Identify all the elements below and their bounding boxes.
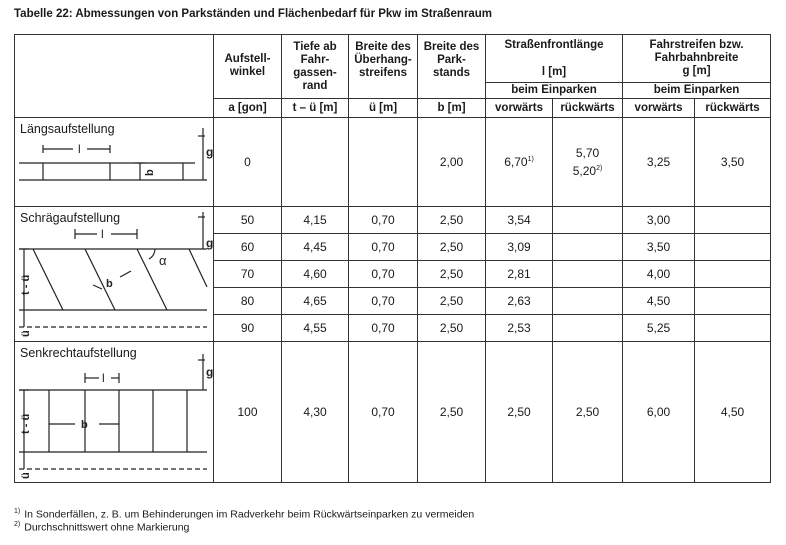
cell-b: 2,50 [418, 261, 486, 288]
cell-b: 2,50 [418, 288, 486, 315]
cell-l-vor: 2,63 [486, 288, 553, 315]
cell-l-rueck [553, 315, 623, 342]
footnote-2-mark: 2) [14, 521, 21, 528]
cell-l-rueck [553, 118, 623, 207]
table-row [15, 342, 771, 483]
diagram-schraeg [15, 207, 214, 342]
cell-b: 2,00 [418, 118, 486, 207]
schraeg-diagram [15, 207, 214, 347]
unit-a: a [gon] [214, 99, 282, 118]
cell-a: 90 [214, 315, 282, 342]
dim-ue-label: ü [20, 330, 32, 337]
cell-l-vor: 2,53 [486, 315, 553, 342]
unit-ue: ü [m] [349, 99, 418, 118]
footnote-2 [14, 521, 189, 534]
footnote-ref: 1) [527, 156, 534, 163]
cell-ue: 0,70 [349, 288, 418, 315]
table-title: Tabelle 22: Abmessungen von Parkständen und Flächenbedarf für Pkw im Straßenraum [14, 8, 493, 20]
dim-b-label: b [81, 419, 88, 431]
cell-ue: 0,70 [349, 207, 418, 234]
cell-g-rueck [695, 288, 771, 315]
cell-a: 70 [214, 261, 282, 288]
cell-b: 2,50 [418, 342, 486, 483]
header-beim-einparken-l: beim Einparken [486, 83, 623, 99]
unit-b: b [m] [418, 99, 486, 118]
header-g-vorwaerts: vorwärts [623, 99, 695, 118]
header-tiefe [282, 35, 349, 99]
cell-t: 4,60 [282, 261, 349, 288]
dim-ue-label: ü [20, 472, 32, 479]
header-strassenfront [486, 35, 623, 83]
header-fahrstreifen-text: Fahrstreifen bzw. Fahrbahnbreite [649, 39, 744, 64]
cell-t: 4,55 [282, 315, 349, 342]
cell-l-rueck-value-2-wrap [553, 161, 622, 179]
cell-a: 50 [214, 207, 282, 234]
section-label-schraeg: Schrägaufstellung [20, 211, 121, 225]
cell-g-vor: 4,00 [623, 261, 695, 288]
header-aufstellwinkel [214, 35, 282, 99]
dim-g-label: g [206, 236, 214, 250]
cell-t [282, 118, 349, 207]
cell-b: 2,50 [418, 234, 486, 261]
cell-b: 2,50 [418, 315, 486, 342]
dim-b-label: b [106, 278, 113, 290]
dim-l-label: l [102, 371, 105, 385]
footnote-ref: 2) [596, 165, 603, 172]
cell-g-vor: 6,00 [623, 342, 695, 483]
cell-a: 80 [214, 288, 282, 315]
header-strassenfront-text: Straßenfrontlänge [504, 39, 604, 51]
cell-ue: 0,70 [349, 234, 418, 261]
cell-l-rueck-value-1: 5,70 [575, 146, 600, 160]
cell-g-vor: 4,50 [623, 288, 695, 315]
dimensions-table [14, 34, 771, 483]
cell-b: 2,50 [418, 207, 486, 234]
senkrecht-diagram [15, 342, 214, 482]
cell-l-vor [486, 118, 553, 207]
dim-b-label: b [144, 169, 156, 176]
angle-alpha-label: α [159, 253, 167, 268]
cell-ue: 0,70 [349, 342, 418, 483]
cell-l-vor: 2,50 [486, 342, 553, 483]
cell-l-vor: 2,81 [486, 261, 553, 288]
table-row [15, 118, 771, 207]
section-label-senkrecht: Senkrechtaufstellung [20, 346, 137, 360]
footnote-1-text: In Sonderfällen, z. B. um Behinderungen im Radverkehr beim Rückwärtseinparken zu vermeiden [24, 508, 475, 521]
cell-t: 4,65 [282, 288, 349, 315]
table-row [15, 207, 771, 234]
cell-g-rueck [695, 207, 771, 234]
diagram-laengs [15, 118, 214, 207]
cell-ue: 0,70 [349, 315, 418, 342]
header-blank [15, 35, 214, 118]
diagram-senkrecht [15, 342, 214, 483]
dim-l-label: l [101, 227, 104, 241]
cell-g-rueck: 3,50 [695, 118, 771, 207]
cell-g-vor: 5,25 [623, 315, 695, 342]
header-g-rueckwaerts: rückwärts [695, 99, 771, 118]
cell-a: 100 [214, 342, 282, 483]
cell-g-rueck [695, 234, 771, 261]
section-label-laengs: Längsaufstellung [20, 122, 115, 136]
header-aufstellwinkel-text: Aufstell- winkel [224, 53, 271, 78]
header-ueberhang-text: Breite des Überhang- streifens [354, 41, 412, 79]
footnote-1 [14, 508, 474, 521]
dim-l-label: l [78, 142, 81, 156]
header-l-vorwaerts: vorwärts [486, 99, 553, 118]
cell-t: 4,15 [282, 207, 349, 234]
dim-t-ue-label: t - ü [20, 413, 32, 434]
dim-t-ue-label: t - ü [20, 274, 32, 295]
cell-l-vor: 3,09 [486, 234, 553, 261]
dim-g-label: g [206, 365, 214, 379]
cell-g-rueck [695, 261, 771, 288]
footnote-1-mark: 1) [14, 508, 21, 515]
cell-l-rueck [553, 207, 623, 234]
cell-a: 60 [214, 234, 282, 261]
cell-l-rueck [553, 288, 623, 315]
cell-l-rueck-value-2: 5,20 [572, 164, 597, 178]
header-beim-einparken-g: beim Einparken [623, 83, 771, 99]
header-fahrstreifen [623, 35, 771, 83]
cell-l-vor: 3,54 [486, 207, 553, 234]
cell-l-vor-value: 6,70 [504, 155, 528, 169]
unit-t: t – ü [m] [282, 99, 349, 118]
header-fahrstreifen-unit: g [m] [682, 65, 711, 77]
cell-l-rueck [553, 261, 623, 288]
cell-t: 4,45 [282, 234, 349, 261]
cell-g-vor: 3,00 [623, 207, 695, 234]
cell-l-rueck: 2,50 [553, 342, 623, 483]
cell-g-rueck [695, 315, 771, 342]
footnote-2-text: Durchschnittswert ohne Markierung [24, 521, 190, 534]
cell-ue: 0,70 [349, 261, 418, 288]
cell-g-vor: 3,50 [623, 234, 695, 261]
header-l-rueckwaerts: rückwärts [553, 99, 623, 118]
cell-g-rueck: 4,50 [695, 342, 771, 483]
laengs-diagram [15, 118, 214, 206]
cell-g-vor: 3,25 [623, 118, 695, 207]
cell-ue [349, 118, 418, 207]
cell-a: 0 [214, 118, 282, 207]
dim-g-label: g [206, 145, 214, 159]
header-parkstand-text: Breite des Park- stands [423, 41, 480, 79]
header-parkstand [418, 35, 486, 99]
header-strassenfront-unit: l [m] [541, 66, 567, 78]
header-tiefe-text: Tiefe ab Fahr- gassen- rand [293, 41, 337, 92]
cell-l-rueck [553, 234, 623, 261]
header-ueberhang [349, 35, 418, 99]
cell-t: 4,30 [282, 342, 349, 483]
